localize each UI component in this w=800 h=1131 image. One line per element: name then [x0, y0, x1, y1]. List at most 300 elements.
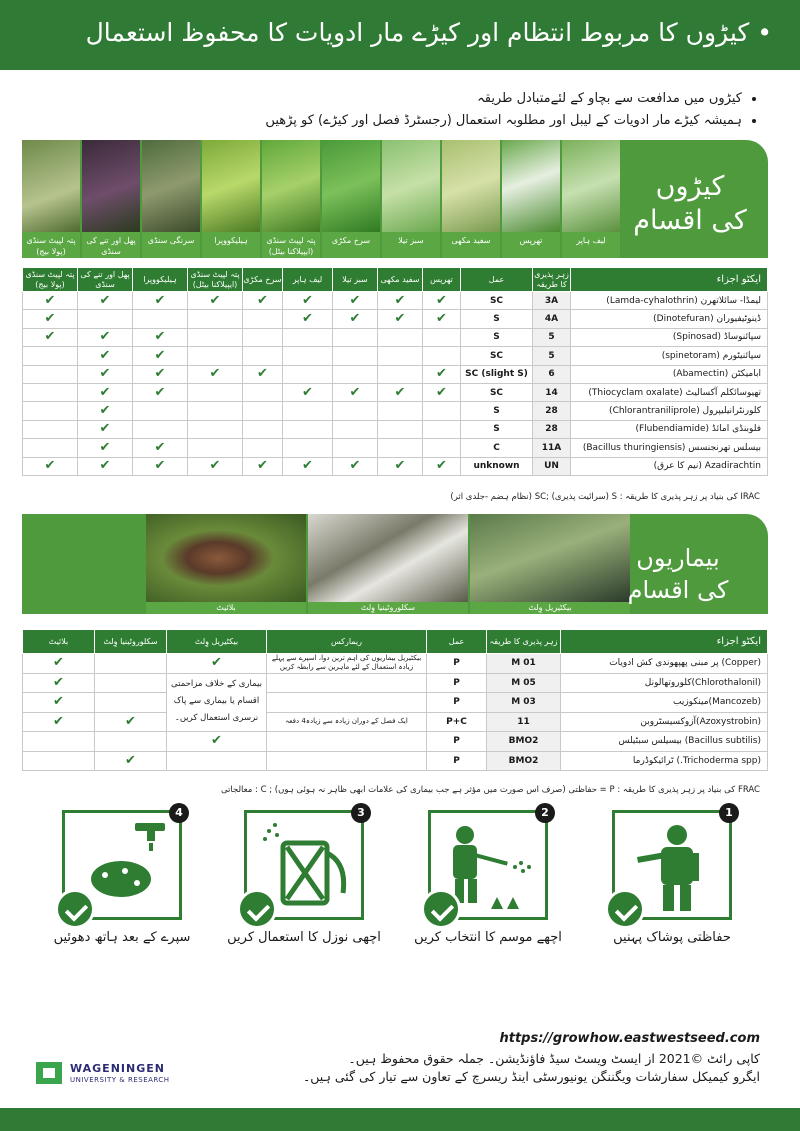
check-mark-icon: ✔	[257, 366, 268, 382]
tick-cell	[423, 402, 461, 420]
insect-thumb	[262, 140, 320, 258]
check-mark-icon: ✔	[302, 292, 313, 308]
check-mark-icon: ✔	[211, 655, 222, 671]
tick-cell	[78, 292, 133, 310]
tick-cell	[78, 439, 133, 457]
tick-cell	[378, 292, 423, 310]
insect-section-title	[630, 170, 750, 238]
tick-cell	[243, 328, 283, 346]
check-mark-icon: ✔	[53, 674, 64, 690]
check-mark-icon: ✔	[209, 292, 221, 308]
check-mark-icon: ✔	[44, 329, 56, 345]
check-mark-icon: ✔	[349, 311, 361, 327]
check-mark-icon: ✔	[44, 458, 56, 474]
action-cell: S	[461, 420, 533, 438]
action-cell: S	[461, 402, 533, 420]
tick-cell	[243, 310, 283, 328]
check-mark-icon: ✔	[209, 458, 221, 474]
ingredient-cell: سپائنیٹورم (spinetoram)	[571, 347, 768, 365]
insect-thumb	[22, 140, 80, 258]
frac-cell: 14	[533, 383, 571, 401]
col-header: پھل اور تنے کی سنڈی	[78, 268, 133, 292]
check-mark-icon: ✔	[99, 366, 111, 382]
remark-cell	[267, 673, 427, 693]
tick-cell	[167, 654, 267, 674]
tick-cell	[188, 347, 243, 365]
check-mark-icon: ✔	[211, 733, 222, 749]
tick-cell	[188, 402, 243, 420]
logo-line-1: WAGENINGEN	[70, 1062, 165, 1075]
table-row	[23, 712, 768, 732]
step-card-1	[612, 806, 733, 920]
action-header: عمل	[461, 268, 533, 292]
col-header: بیکٹیریل وِلٹ	[167, 630, 267, 654]
col-header: پتہ لپیٹ سنڈی (پولا بیج)	[23, 268, 78, 292]
frac-cell: BMO2	[487, 751, 561, 771]
tick-cell	[23, 439, 78, 457]
tick-cell	[378, 420, 423, 438]
check-mark-icon: ✔	[302, 311, 313, 327]
tick-cell	[23, 328, 78, 346]
tick-cell	[283, 347, 333, 365]
ingredient-cell: Azadirachtin (نیم کا عرق)	[571, 457, 768, 475]
insect-title-line: کیڑوں	[655, 171, 725, 202]
fungicide-table	[22, 629, 768, 771]
check-icon	[55, 889, 95, 929]
tick-cell	[423, 292, 461, 310]
tick-cell	[378, 365, 423, 383]
tick-cell	[283, 420, 333, 438]
intro-bullets	[60, 88, 760, 132]
disease-photo	[308, 514, 468, 602]
tick-cell	[423, 383, 461, 401]
insect-thumb	[442, 140, 500, 258]
logo-line-2: UNIVERSITY & RESEARCH	[70, 1076, 170, 1084]
tick-cell	[333, 347, 378, 365]
check-mark-icon: ✔	[53, 694, 64, 710]
check-mark-icon: ✔	[99, 329, 111, 345]
action-cell: SC	[461, 347, 533, 365]
step-number: 4	[169, 803, 189, 823]
step-number: 2	[535, 803, 555, 823]
frac-cell: M 03	[487, 693, 561, 713]
check-mark-icon: ✔	[154, 329, 166, 345]
tick-cell	[188, 439, 243, 457]
tick-cell	[188, 420, 243, 438]
check-mark-icon: ✔	[99, 292, 111, 308]
check-icon	[237, 889, 277, 929]
insect-caption: سفید مکھی	[442, 232, 500, 258]
col-header: سرخ مکڑی	[243, 268, 283, 292]
frac-cell: 4A	[533, 310, 571, 328]
disease-caption: بیکٹیریل وِلٹ	[470, 602, 630, 614]
tick-cell	[423, 420, 461, 438]
credit-text: ایگرو کیمیکل سفارشات ویگننگن یونیورسٹی اینڈ ریسرچ کے تعاون سے تیار کی گئی ہیں۔	[302, 1069, 760, 1084]
tick-cell	[133, 310, 188, 328]
check-mark-icon: ✔	[349, 384, 361, 400]
page-title: • کیڑوں کا مربوط انتظام اور کیڑے مار ادویات کا محفوظ استعمال	[85, 18, 772, 47]
insect-photo	[442, 140, 500, 232]
tick-cell	[378, 439, 423, 457]
remark-cell	[267, 732, 427, 752]
tick-cell	[133, 383, 188, 401]
check-mark-icon: ✔	[154, 366, 166, 382]
tick-cell	[243, 292, 283, 310]
check-mark-icon: ✔	[99, 458, 111, 474]
frac-cell: UN	[533, 457, 571, 475]
ingredient-cell: فلوبنڈی امائڈ (Flubendiamide)	[571, 420, 768, 438]
frac-cell: BMO2	[487, 732, 561, 752]
tick-cell	[243, 402, 283, 420]
action-cell: SC	[461, 383, 533, 401]
page-header	[0, 0, 800, 70]
step-card-3	[244, 806, 365, 920]
check-mark-icon: ✔	[99, 347, 111, 363]
check-mark-icon: ✔	[44, 311, 56, 327]
tick-cell	[95, 654, 167, 674]
tick-cell	[23, 732, 95, 752]
irac-note: IRAC کی بنیاد پر زہر پذیری کا طریقہ : S (سرائیت پذیری) ;SC (نظام ہضم -جلدی اثر)	[450, 492, 760, 502]
table-row	[23, 402, 768, 420]
frac-cell: 11A	[533, 439, 571, 457]
tick-cell	[78, 420, 133, 438]
insect-photo	[382, 140, 440, 232]
check-mark-icon: ✔	[99, 384, 111, 400]
tick-cell	[283, 439, 333, 457]
tick-cell	[333, 328, 378, 346]
check-mark-icon: ✔	[209, 366, 221, 382]
insect-photo	[262, 140, 320, 232]
disease-title-line: کی اقسام	[627, 576, 729, 604]
step-number: 1	[719, 803, 739, 823]
step-card-2	[428, 806, 549, 920]
tick-cell	[283, 457, 333, 475]
tick-cell	[95, 751, 167, 771]
tick-cell	[78, 457, 133, 475]
insect-title-line: کی اقسام	[633, 205, 747, 236]
insect-caption: سرنگی سنڈی	[142, 232, 200, 258]
tick-cell	[95, 693, 167, 713]
tick-cell	[95, 732, 167, 752]
col-header: ہیلیکووپرا	[133, 268, 188, 292]
tick-cell	[378, 402, 423, 420]
check-mark-icon: ✔	[436, 384, 447, 400]
check-mark-icon: ✔	[394, 458, 406, 474]
action-cell: S	[461, 310, 533, 328]
col-header: سفید مکھی	[378, 268, 423, 292]
check-mark-icon: ✔	[154, 292, 166, 308]
frac-cell: M 05	[487, 673, 561, 693]
insect-thumb	[502, 140, 560, 258]
tick-cell	[78, 365, 133, 383]
ingredient-cell: (Azoxystrobin)آزوکسیسٹروبن	[561, 712, 768, 732]
table-row	[23, 420, 768, 438]
insect-caption: تھرپس	[502, 232, 560, 258]
action-cell: P	[427, 693, 487, 713]
check-mark-icon: ✔	[99, 439, 111, 455]
ingredient-cell: تھیوسائکلم آکسالیٹ (Thiocyclam oxalate)	[571, 383, 768, 401]
tick-cell	[333, 365, 378, 383]
insect-caption: ہیلیکووپرا	[202, 232, 260, 258]
tick-cell	[283, 328, 333, 346]
action-cell: P	[427, 673, 487, 693]
check-mark-icon: ✔	[349, 458, 361, 474]
tick-cell	[167, 732, 267, 752]
check-mark-icon: ✔	[257, 292, 268, 308]
tick-cell	[333, 292, 378, 310]
copyright-text: کاپی رائٹ ©2021 از ایسٹ ویسٹ سیڈ فاؤنڈیشن۔ جملہ حقوق محفوظ ہیں۔	[348, 1051, 760, 1066]
table-row	[23, 693, 768, 713]
col-header: لیف ہاپر	[283, 268, 333, 292]
tick-cell	[423, 310, 461, 328]
tick-cell	[78, 402, 133, 420]
check-mark-icon: ✔	[436, 311, 447, 327]
table-row	[23, 751, 768, 771]
fungicide-header-row	[23, 630, 768, 654]
tick-cell	[23, 712, 95, 732]
ingredient-cell: (Copper) پر مبنی پھپھوندی کش ادویات	[561, 654, 768, 674]
tick-cell	[283, 383, 333, 401]
tick-cell	[188, 292, 243, 310]
table-row	[23, 732, 768, 752]
frac-cell: M 01	[487, 654, 561, 674]
tick-cell	[333, 310, 378, 328]
check-mark-icon: ✔	[99, 403, 111, 419]
check-mark-icon: ✔	[154, 347, 166, 363]
tick-cell	[423, 457, 461, 475]
tick-cell	[23, 457, 78, 475]
check-mark-icon: ✔	[394, 311, 406, 327]
step-card-4	[62, 806, 183, 920]
col-header: بلائیٹ	[23, 630, 95, 654]
action-cell: C	[461, 439, 533, 457]
check-icon	[605, 889, 645, 929]
disease-section-title	[618, 542, 738, 606]
insect-photo	[322, 140, 380, 232]
col-header: تھرپس	[423, 268, 461, 292]
tick-cell	[133, 439, 188, 457]
ingredient-cell: (Mancozeb)مینکوزیب	[561, 693, 768, 713]
check-mark-icon: ✔	[44, 292, 56, 308]
insect-caption: لیف ہاپر	[562, 232, 620, 258]
frac-cell: 5	[533, 328, 571, 346]
tick-cell	[243, 365, 283, 383]
tick-cell	[133, 457, 188, 475]
tick-cell	[243, 457, 283, 475]
insect-thumb	[322, 140, 380, 258]
step-label: حفاظتی پوشاک پہنیں	[613, 930, 731, 945]
action-cell: SC (slight S)	[461, 365, 533, 383]
tick-cell	[133, 365, 188, 383]
insecticide-header-row	[23, 268, 768, 292]
step-number: 3	[351, 803, 371, 823]
insect-caption: پھل اور تنے کی سنڈی	[82, 232, 140, 258]
tick-cell	[188, 383, 243, 401]
insect-caption: پتہ لپیٹ سنڈی (ایپیلاکنا بیٹل)	[262, 232, 320, 258]
tick-cell	[78, 328, 133, 346]
ingredient-cell: سپائنوساڈ (Spinosad)	[571, 328, 768, 346]
frac-cell: 3A	[533, 292, 571, 310]
insect-thumb	[382, 140, 440, 258]
table-row	[23, 292, 768, 310]
bacterial-wilt-note: بیماری کے خلاف مزاحمتی اقسام یا بیماری سے پاک نرسری استعمال کریں۔	[167, 673, 267, 732]
tick-cell	[23, 673, 95, 693]
tick-cell	[188, 328, 243, 346]
check-mark-icon: ✔	[154, 384, 166, 400]
table-row	[23, 673, 768, 693]
check-mark-icon: ✔	[349, 292, 361, 308]
footer-bar	[0, 1108, 800, 1131]
disease-caption: بلائیٹ	[146, 602, 306, 614]
tick-cell	[333, 402, 378, 420]
disease-caption: سکلوروٹینیا وِلٹ	[308, 602, 468, 614]
bullet-item: • کیڑوں میں مدافعت سے بچاو کے لئےمتبادل طریقہ	[60, 88, 742, 110]
insect-photo	[22, 140, 80, 232]
check-mark-icon: ✔	[154, 439, 166, 455]
remarks-header: ریمارکس	[267, 630, 427, 654]
tick-cell	[133, 420, 188, 438]
tick-cell	[23, 402, 78, 420]
tick-cell	[95, 712, 167, 732]
insect-photo	[142, 140, 200, 232]
table-row	[23, 457, 768, 475]
name-header: ایکٹو اجزاء	[561, 630, 768, 654]
tick-cell	[423, 347, 461, 365]
remark-cell: بیکٹیریل بیماریوں کی اہم ترین دوا، اسپرے سے پہلے زیادہ استعمال کے لئے ماہرین سے رابطہ کریں	[267, 654, 427, 674]
tick-cell	[243, 347, 283, 365]
action-header: عمل	[427, 630, 487, 654]
ingredient-cell: (Trichoderma spp.) ٹرائیکوڈرما	[561, 751, 768, 771]
copyright-block	[240, 1050, 760, 1086]
frac-header: زہر پذیری کا طریقہ	[487, 630, 561, 654]
tick-cell	[23, 347, 78, 365]
remark-cell: ایک فصل کے دوران زیادہ سے زیادہ4 دفعہ	[267, 712, 427, 732]
tick-cell	[378, 328, 423, 346]
check-icon	[421, 889, 461, 929]
ingredient-cell: لیمڈا- سائلاتھرن (Lamda-cyhalothrin)	[571, 292, 768, 310]
remark-cell	[267, 693, 427, 713]
tick-cell	[23, 310, 78, 328]
tick-cell	[243, 420, 283, 438]
insect-photo	[562, 140, 620, 232]
tick-cell	[78, 383, 133, 401]
step-label: اچھے موسم کا انتخاب کریں	[414, 930, 562, 945]
tick-cell	[188, 365, 243, 383]
action-cell: P+C	[427, 712, 487, 732]
disease-banner	[22, 514, 768, 614]
col-header: پتہ لپیٹ سنڈی (ایپیلاکنا بیٹل)	[188, 268, 243, 292]
action-cell: S	[461, 328, 533, 346]
insect-caption: سبز تیلا	[382, 232, 440, 258]
insect-photo	[82, 140, 140, 232]
tick-cell	[333, 420, 378, 438]
check-mark-icon: ✔	[53, 655, 64, 671]
tick-cell	[23, 751, 95, 771]
frac-cell: 11	[487, 712, 561, 732]
tick-cell	[23, 365, 78, 383]
tick-cell	[283, 365, 333, 383]
step-label: سپرے کے بعد ہاتھ دھوئیں	[53, 930, 191, 945]
check-mark-icon: ✔	[125, 752, 136, 768]
remark-cell	[267, 751, 427, 771]
tick-cell	[188, 310, 243, 328]
name-header: ایکٹو اجزاء	[571, 268, 768, 292]
frac-cell: 28	[533, 402, 571, 420]
tick-cell	[423, 328, 461, 346]
col-header: سبز تیلا	[333, 268, 378, 292]
wur-logo-icon	[36, 1062, 62, 1084]
tick-cell	[133, 347, 188, 365]
table-row	[23, 328, 768, 346]
ingredient-cell: بیسلس تھرنجنسس (Bacillus thuringiensis)	[571, 439, 768, 457]
insect-thumb	[562, 140, 620, 258]
check-mark-icon: ✔	[394, 384, 406, 400]
check-mark-icon: ✔	[436, 366, 447, 382]
insect-thumb	[82, 140, 140, 258]
action-cell: unknown	[461, 457, 533, 475]
disease-thumb	[470, 514, 630, 614]
tick-cell	[283, 310, 333, 328]
table-row	[23, 383, 768, 401]
frac-header: زہر پذیری کا طریقہ	[533, 268, 571, 292]
ingredient-cell: ابامیکٹن (Abamectin)	[571, 365, 768, 383]
check-mark-icon: ✔	[436, 458, 447, 474]
col-header: سکلوروٹینیا وِلٹ	[95, 630, 167, 654]
tick-cell	[188, 457, 243, 475]
tick-cell	[378, 347, 423, 365]
disease-photo	[470, 514, 630, 602]
tick-cell	[78, 310, 133, 328]
check-mark-icon: ✔	[53, 713, 64, 729]
tick-cell	[23, 420, 78, 438]
disease-thumb	[146, 514, 306, 614]
insect-caption: سرخ مکڑی	[322, 232, 380, 258]
ingredient-cell: (Chlorothalonil)کلوروتھالونل	[561, 673, 768, 693]
insect-thumb	[202, 140, 260, 258]
tick-cell	[95, 673, 167, 693]
table-row	[23, 310, 768, 328]
frac-cell: 5	[533, 347, 571, 365]
tick-cell	[333, 383, 378, 401]
frac-cell: 6	[533, 365, 571, 383]
insect-caption: پتہ لپیٹ سنڈی (پولا بیج)	[22, 232, 80, 258]
tick-cell	[23, 654, 95, 674]
insect-thumb	[142, 140, 200, 258]
step-label: اچھی نوزل کا استعمال کریں	[227, 930, 381, 945]
ingredient-cell: ڈینوٹیفیوران (Dinotefuran)	[571, 310, 768, 328]
action-cell: SC	[461, 292, 533, 310]
check-mark-icon: ✔	[125, 713, 136, 729]
tick-cell	[333, 439, 378, 457]
tick-cell	[243, 439, 283, 457]
tick-cell	[133, 402, 188, 420]
tick-cell	[423, 365, 461, 383]
insect-banner	[22, 140, 768, 258]
tick-cell	[133, 292, 188, 310]
tick-cell	[23, 292, 78, 310]
ingredient-cell: (Bacillus subtilis) بیسیلس سبٹیلس	[561, 732, 768, 752]
disease-thumb	[308, 514, 468, 614]
table-row	[23, 439, 768, 457]
tick-cell	[283, 292, 333, 310]
table-row	[23, 365, 768, 383]
frac-cell: 28	[533, 420, 571, 438]
frac-note: FRAC کی بنیاد پر زہر پذیری کا طریقہ : P = حفاظتی (صرف اس صورت میں مؤثر ہے جب بیماری کی علامات ابھی ظاہر نہ ہوئی ہوں) ; C : معالجاتی	[220, 785, 760, 795]
check-mark-icon: ✔	[257, 458, 268, 474]
website-link[interactable]: https://growhow.eastwestseed.com	[499, 1031, 760, 1046]
insecticide-table	[22, 267, 768, 476]
tick-cell	[283, 402, 333, 420]
